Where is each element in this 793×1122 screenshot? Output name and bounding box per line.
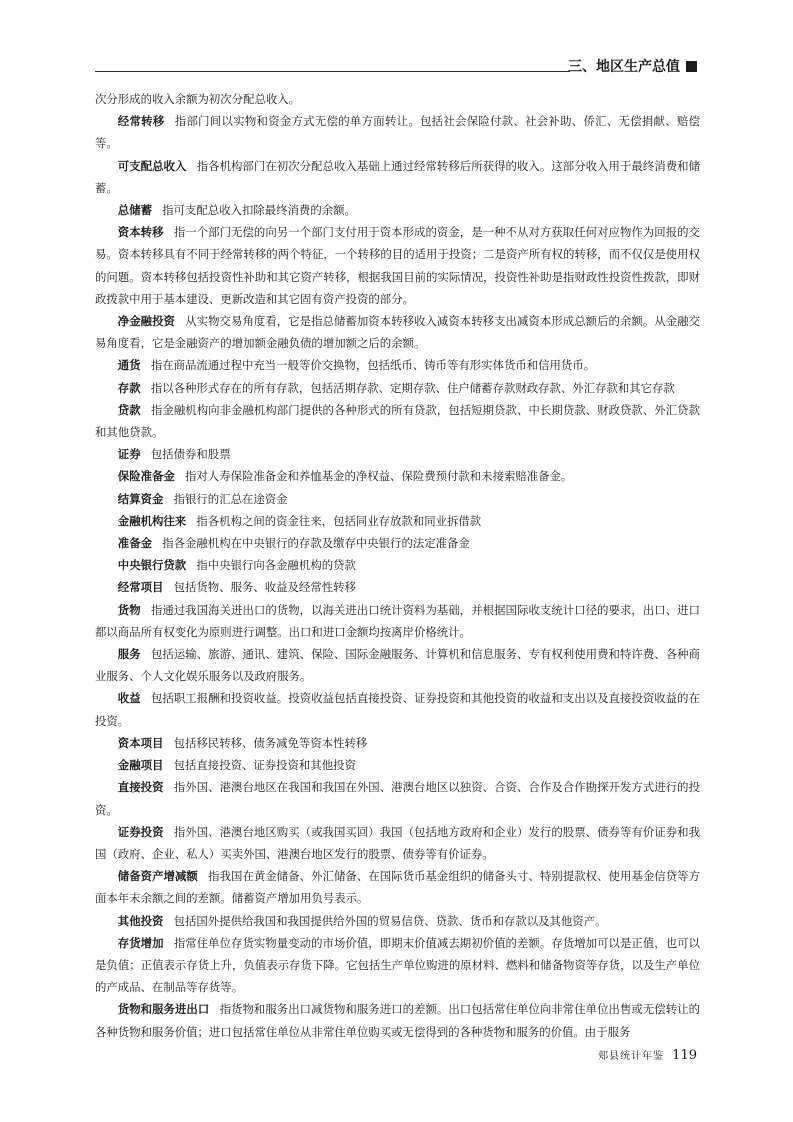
glossary-entry — [95, 310, 700, 354]
glossary-term: 保险准备金 — [117, 469, 175, 484]
glossary-term: 资本转移 — [117, 225, 164, 240]
glossary-term: 金融项目 — [117, 758, 164, 773]
glossary-definition: 指银行的汇总在途资金 — [173, 491, 288, 506]
glossary-entry — [95, 199, 700, 221]
glossary-definition: 指通过我国海关进出口的货物，以海关进出口统计资料为基础，并根据国际收支统计口径的要求，出口、进口都以商品所有权变化为原则进行调整。出口和进口金额均按离岸价格统计。 — [95, 602, 700, 639]
glossary-definition: 指外国、港澳台地区在我国和我国在外国、港澳台地区以独资、合资、合作及合作勘探开发方式进行的投资。 — [95, 780, 700, 817]
glossary-entries — [95, 110, 700, 1043]
glossary-term: 服务 — [117, 647, 141, 662]
glossary-definition: 包括职工报酬和投资收益。投资收益包括直接投资、证券投资和其他投资的收益和支出以及直接投资收益的在投资。 — [95, 691, 700, 728]
glossary-term: 证券 — [117, 447, 141, 462]
section-title-text: 三、地区生产总值 — [568, 59, 680, 75]
glossary-term: 证券投资 — [117, 824, 164, 839]
glossary-term: 货物 — [117, 602, 141, 617]
glossary-definition: 指货物和服务出口减货物和服务进口的差额。出口包括常住单位向非常住单位出售或无偿转让的各种货物和服务价值；进口包括常住单位从非常住单位购买或无偿得到的各种货物和服务的价值。由于服务 — [95, 1002, 700, 1039]
glossary-entry — [95, 377, 700, 399]
glossary-definition: 包括债券和股票 — [150, 447, 231, 462]
glossary-definition: 包括直接投资、证券投资和其他投资 — [173, 758, 356, 773]
glossary-entry — [95, 821, 700, 865]
glossary-definition: 指对人寿保险准备金和养恤基金的净权益、保险费预付款和未接索赔准备金。 — [185, 469, 573, 484]
glossary-term: 中央银行贷款 — [117, 558, 187, 573]
glossary-definition: 指部门间以实物和资金方式无偿的单方面转让。包括社会保险付款、社会补助、侨汇、无偿捐献、赔偿等。 — [95, 114, 700, 151]
glossary-term: 净金融投资 — [117, 314, 175, 329]
glossary-entry — [95, 221, 700, 310]
glossary-entry — [95, 354, 700, 376]
glossary-entry — [95, 932, 700, 999]
glossary-entry — [95, 687, 700, 731]
glossary-entry — [95, 776, 700, 820]
glossary-definition: 指金融机构向非金融机构部门提供的各种形式的所有贷款，包括短期贷款、中长期贷款、财政贷款、外汇贷款和其他贷款。 — [95, 402, 700, 440]
glossary-entry — [95, 110, 700, 154]
glossary-term: 存款 — [117, 380, 141, 395]
glossary-definition: 指各机构部门在初次分配总收入基础上通过经常转移后所获得的收入。这部分收入用于最终消费和储蓄。 — [95, 158, 700, 195]
glossary-entry — [95, 998, 700, 1042]
glossary-definition: 指各机构之间的资金往来，包括同业存放款和同业拆借款 — [196, 513, 482, 528]
glossary-definition: 包括移民转移、债务减免等资本性转移 — [173, 735, 368, 750]
square-bullet-icon — [686, 61, 697, 72]
glossary-entry — [95, 465, 700, 487]
glossary-definition: 指我国在黄金储备、外汇储备、在国际货币基金组织的储备头寸、特别提款权、使用基金信贷等方面本年末余额之间的差额。储蓄资产增加用负号表示。 — [95, 869, 700, 906]
page-number: 119 — [672, 1048, 697, 1063]
glossary-entry — [95, 576, 700, 598]
glossary-entry — [95, 910, 700, 932]
glossary-definition: 从实物交易角度看，它是指总储蓄加资本转移收入减资本转移支出减资本形成总额后的余额。从金融交易角度看，它是金融资产的增加额金融负债的增加额之后的余额。 — [95, 314, 700, 351]
glossary-term: 货物和服务进出口 — [117, 1002, 210, 1017]
glossary-term: 结算资金 — [117, 491, 164, 506]
glossary-term: 贷款 — [117, 402, 141, 417]
glossary-definition: 指在商品流通过程中充当一般等价交换物，包括纸币、铸币等有形实体货币和信用货币。 — [150, 358, 596, 373]
glossary-entry — [95, 488, 700, 510]
glossary-entry — [95, 865, 700, 909]
glossary-entry — [95, 732, 700, 754]
glossary-entry — [95, 554, 700, 576]
glossary-definition: 包括运输、旅游、通讯、建筑、保险、国际金融服务、计算机和信息服务、专有权利使用费和特许费、各种商业服务、个人文化娱乐服务以及政府服务。 — [95, 647, 700, 684]
glossary-term: 金融机构往来 — [117, 513, 187, 528]
intro-line: 次分形成的收入余额为初次分配总收入。 — [95, 92, 301, 106]
glossary-entry — [95, 643, 700, 687]
glossary-term: 储备资产增减额 — [117, 869, 198, 884]
glossary-entry — [95, 155, 700, 199]
glossary-definition: 包括货物、服务、收益及经常性转移 — [173, 580, 356, 595]
glossary-term: 准备金 — [117, 536, 152, 551]
glossary-term: 收益 — [117, 691, 141, 706]
glossary-term: 总储蓄 — [117, 203, 152, 218]
glossary-definition: 指以各种形式存在的所有存款，包括活期存款、定期存款、住户储蓄存款财政存款、外汇存款和其它存款 — [150, 380, 675, 395]
glossary-definition: 指各金融机构在中央银行的存款及缴存中央银行的法定准备金 — [162, 536, 470, 551]
glossary-term: 通货 — [117, 358, 141, 373]
glossary-definition: 指常住单位存货实物量变动的市场价值，即期末价值减去期初价值的差额。存货增加可以是正值，也可以是负值；正值表示存货上升，负值表示存货下降。它包括生产单位购进的原材料、燃料和储备物资等存货，以及生产单位的产成品、在制品等存货等。 — [95, 935, 700, 995]
glossary-term: 其他投资 — [117, 913, 164, 928]
glossary-definition: 指外国、港澳台地区购买（或我国买回）我国（包括地方政府和企业）发行的股票、债券等有价证券和我国（政府、企业、私人）买卖外国、港澳台地区发行的股票、债券等有价证券。 — [95, 824, 700, 861]
glossary-entry — [95, 399, 700, 443]
glossary-body — [95, 88, 700, 1043]
section-title — [568, 56, 697, 76]
glossary-term: 经常转移 — [117, 114, 165, 129]
glossary-term: 经常项目 — [117, 580, 164, 595]
glossary-definition: 指中央银行向各金融机构的贷款 — [196, 558, 356, 573]
glossary-entry — [95, 754, 700, 776]
glossary-entry — [95, 532, 700, 554]
glossary-entry — [95, 599, 700, 643]
glossary-term: 直接投资 — [117, 780, 164, 795]
glossary-definition: 包括国外提供给我国和我国提供给外国的贸易信贷、贷款、货币和存款以及其他资产。 — [173, 913, 607, 928]
glossary-entry — [95, 510, 700, 532]
glossary-entry — [95, 443, 700, 465]
book-title: 郏县统计年鉴 — [598, 1051, 665, 1062]
glossary-term: 存货增加 — [117, 935, 164, 950]
page-footer — [598, 1047, 697, 1063]
glossary-term: 可支配总收入 — [117, 158, 187, 173]
glossary-definition: 指可支配总收入扣除最终消费的余额。 — [162, 203, 356, 218]
glossary-term: 资本项目 — [117, 735, 164, 750]
header-rule — [95, 71, 570, 72]
glossary-definition: 指一个部门无偿的向另一个部门支付用于资本形成的资金，是一种不从对方获取任何对应物作为回报的交易。资本转移具有不同于经常转移的两个特征，一个转移的目的适用于投资；二是资产所有权的转移，而不仅仅是使用权的问题。资本转移包括投资性补助和其它资产转移，根据我国目前的实际情况，投资性补助是指财政性投资性拨款，即财政拨款中用于基本建设、更新改造和其它固有资产投资的部分。 — [95, 225, 700, 306]
